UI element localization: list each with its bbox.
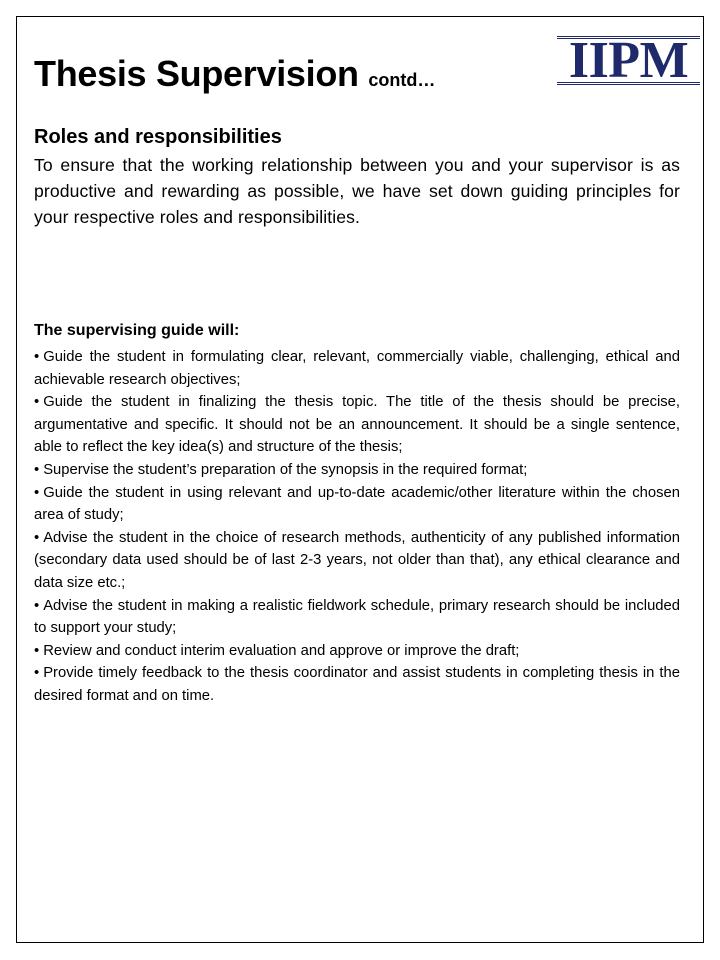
logo-bottom-rule	[557, 82, 700, 85]
bullet-icon: •	[34, 665, 40, 682]
bullet-icon: •	[34, 484, 40, 501]
list-item	[34, 391, 680, 459]
responsibility-list	[34, 346, 680, 708]
section-heading	[34, 124, 282, 150]
list-item-text: Guide the student in finalizing the thesis topic. The title of the thesis should be precise, argumentative and specific. It should not be an announcement. It should be a single sentence, able to reflect the key idea(s) and structure of the thesis;	[34, 394, 680, 456]
bullet-icon: •	[34, 597, 40, 614]
bullet-icon: •	[34, 642, 40, 659]
list-item	[34, 595, 680, 640]
section-heading-text: Roles and responsibilities	[34, 126, 282, 148]
list-item-text: Advise the student in the choice of research methods, authenticity of any published information (secondary data used should be of last 2-3 years, not older than that), any ethical clearance and data size etc.;	[34, 529, 680, 591]
list-item	[34, 459, 680, 482]
bullet-icon: •	[34, 529, 40, 546]
list-item-text: Supervise the student’s preparation of the synopsis in the required format;	[43, 461, 528, 478]
list-item	[34, 346, 680, 391]
list-item	[34, 640, 680, 663]
list-item-text: Provide timely feedback to the thesis coordinator and assist students in completing thesis in the desired format and on time.	[34, 665, 680, 704]
guide-heading: The supervising guide will:	[34, 322, 240, 339]
logo-text: IIPM	[568, 32, 689, 89]
list-item-text: Review and conduct interim evaluation and approve or improve the draft;	[43, 642, 520, 659]
bullet-icon: •	[34, 394, 40, 411]
list-item-text: Guide the student in using relevant and up-to-date academic/other literature within the chosen area of study;	[34, 484, 680, 524]
list-item	[34, 527, 680, 595]
bullet-icon: •	[34, 349, 40, 365]
list-item-text: Guide the student in formulating clear, relevant, commercially viable, challenging, ethical and achievable research objectives;	[34, 349, 680, 388]
iipm-logo	[557, 32, 700, 89]
list-item	[34, 662, 680, 707]
page-title-text: Thesis Supervision	[34, 53, 359, 94]
page-title-suffix: contd…	[368, 70, 436, 90]
bullet-icon: •	[34, 461, 40, 478]
list-item-text: Advise the student in making a realistic fieldwork schedule, primary research should be included to support your study;	[34, 597, 680, 637]
intro-paragraph: To ensure that the working relationship between you and your supervisor is as productive and rewarding as possible, we have set down guiding principles for your respective roles and responsibilities.	[34, 155, 680, 227]
page-title	[34, 48, 435, 106]
list-item	[34, 482, 680, 527]
